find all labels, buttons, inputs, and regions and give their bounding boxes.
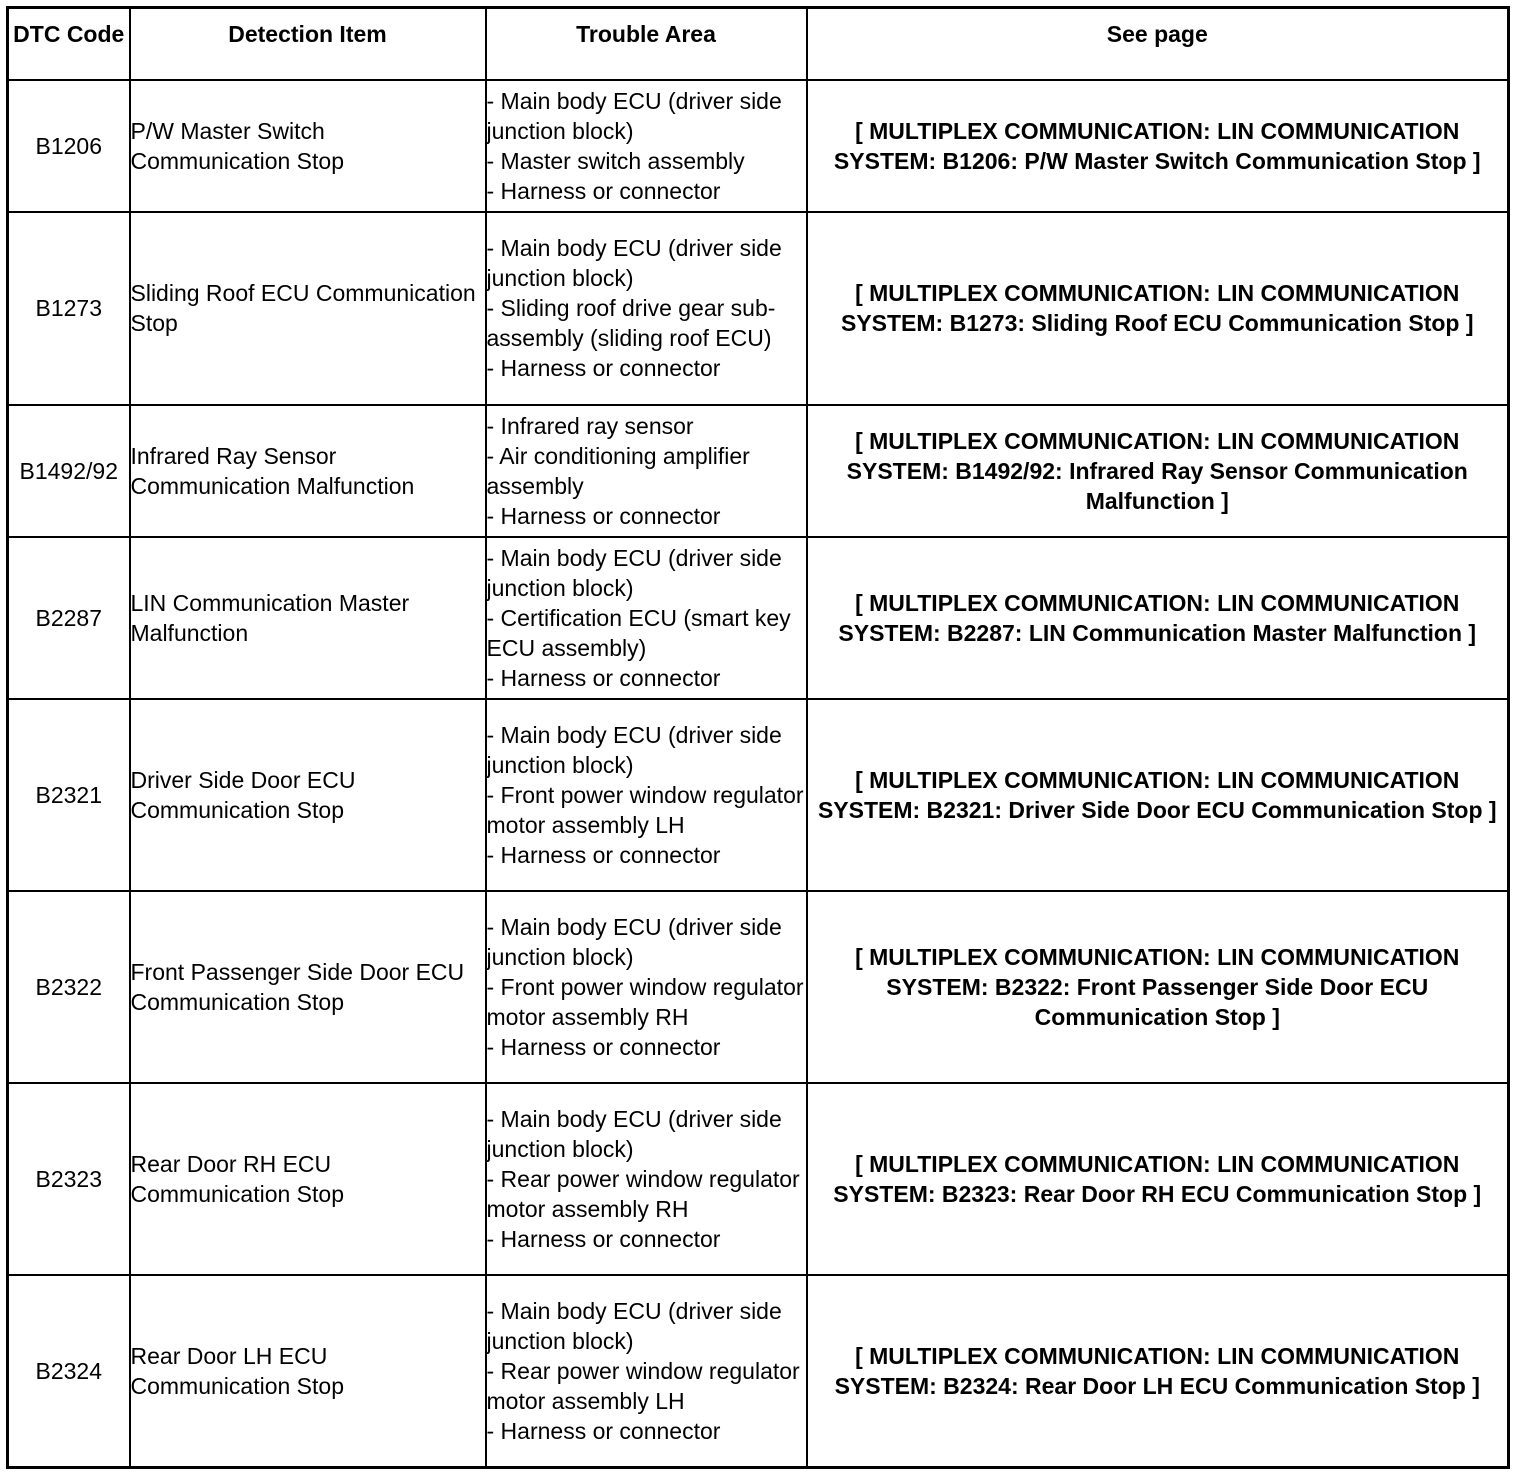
dtc-table bbox=[6, 6, 1510, 1469]
dtc-code-cell: B2287 bbox=[8, 537, 130, 699]
trouble-area-cell bbox=[486, 891, 807, 1083]
table-row bbox=[8, 405, 1509, 537]
trouble-area-item: - Harness or connector bbox=[486, 841, 721, 868]
trouble-area-item: - Certification ECU (smart key ECU assembly) bbox=[486, 604, 791, 661]
detection-item-cell: Sliding Roof ECU Communication Stop bbox=[130, 212, 486, 405]
dtc-code-cell: B1273 bbox=[8, 212, 130, 405]
dtc-code-cell: B2324 bbox=[8, 1275, 130, 1468]
dtc-code-cell: B1492/92 bbox=[8, 405, 130, 537]
trouble-area-item: - Main body ECU (driver side junction block) bbox=[486, 913, 782, 970]
see-page-link[interactable]: [ MULTIPLEX COMMUNICATION: LIN COMMUNICATION SYSTEM: B1206: P/W Master Switch Communication Stop ] bbox=[807, 80, 1509, 212]
trouble-area-item: - Front power window regulator motor assembly RH bbox=[486, 973, 804, 1030]
trouble-area-item: - Rear power window regulator motor assembly LH bbox=[486, 1357, 800, 1414]
header-detection-item: Detection Item bbox=[130, 8, 486, 80]
table-row bbox=[8, 537, 1509, 699]
trouble-area-item: - Main body ECU (driver side junction block) bbox=[486, 721, 782, 778]
trouble-area-cell bbox=[486, 699, 807, 891]
table-row bbox=[8, 80, 1509, 212]
trouble-area-item: - Harness or connector bbox=[486, 177, 721, 204]
see-page-link[interactable]: [ MULTIPLEX COMMUNICATION: LIN COMMUNICATION SYSTEM: B2321: Driver Side Door ECU Communication Stop ] bbox=[807, 699, 1509, 891]
detection-item-cell: Driver Side Door ECU Communication Stop bbox=[130, 699, 486, 891]
trouble-area-item: - Harness or connector bbox=[486, 502, 721, 529]
trouble-area-cell bbox=[486, 80, 807, 212]
dtc-code-cell: B2322 bbox=[8, 891, 130, 1083]
table-row bbox=[8, 1083, 1509, 1275]
see-page-link[interactable]: [ MULTIPLEX COMMUNICATION: LIN COMMUNICATION SYSTEM: B2324: Rear Door LH ECU Communication Stop ] bbox=[807, 1275, 1509, 1468]
trouble-area-cell bbox=[486, 405, 807, 537]
trouble-area-item: - Front power window regulator motor assembly LH bbox=[486, 781, 804, 838]
trouble-area-item: - Infrared ray sensor bbox=[486, 412, 694, 439]
header-see-page: See page bbox=[807, 8, 1509, 80]
detection-item-cell: Rear Door RH ECU Communication Stop bbox=[130, 1083, 486, 1275]
header-dtc-code: DTC Code bbox=[8, 8, 130, 80]
trouble-area-item: - Harness or connector bbox=[486, 1417, 721, 1444]
dtc-code-cell: B2323 bbox=[8, 1083, 130, 1275]
table-row bbox=[8, 699, 1509, 891]
trouble-area-item: - Harness or connector bbox=[486, 1033, 721, 1060]
trouble-area-item: - Sliding roof drive gear sub-assembly (sliding roof ECU) bbox=[486, 295, 776, 351]
dtc-code-cell: B1206 bbox=[8, 80, 130, 212]
trouble-area-item: - Main body ECU (driver side junction block) bbox=[486, 544, 782, 601]
see-page-link[interactable]: [ MULTIPLEX COMMUNICATION: LIN COMMUNICATION SYSTEM: B2287: LIN Communication Master Malfunction ] bbox=[807, 537, 1509, 699]
see-page-link[interactable]: [ MULTIPLEX COMMUNICATION: LIN COMMUNICATION SYSTEM: B2323: Rear Door RH ECU Communication Stop ] bbox=[807, 1083, 1509, 1275]
dtc-code-cell: B2321 bbox=[8, 699, 130, 891]
trouble-area-item: - Main body ECU (driver side junction block) bbox=[486, 1105, 782, 1162]
see-page-link[interactable]: [ MULTIPLEX COMMUNICATION: LIN COMMUNICATION SYSTEM: B1273: Sliding Roof ECU Communication Stop ] bbox=[807, 212, 1509, 405]
trouble-area-item: - Master switch assembly bbox=[486, 147, 745, 174]
trouble-area-cell bbox=[486, 537, 807, 699]
trouble-area-item: - Rear power window regulator motor assembly RH bbox=[486, 1165, 800, 1222]
see-page-link[interactable]: [ MULTIPLEX COMMUNICATION: LIN COMMUNICATION SYSTEM: B2322: Front Passenger Side Door ECU Communication Stop ] bbox=[807, 891, 1509, 1083]
trouble-area-cell bbox=[486, 1275, 807, 1468]
trouble-area-item: - Harness or connector bbox=[486, 664, 721, 691]
detection-item-cell: P/W Master Switch Communication Stop bbox=[130, 80, 486, 212]
trouble-area-cell bbox=[486, 1083, 807, 1275]
trouble-area-item: - Main body ECU (driver side junction block) bbox=[486, 235, 782, 291]
table-row bbox=[8, 1275, 1509, 1468]
detection-item-cell: LIN Communication Master Malfunction bbox=[130, 537, 486, 699]
trouble-area-item: - Harness or connector bbox=[486, 355, 721, 381]
trouble-area-item: - Main body ECU (driver side junction block) bbox=[486, 87, 782, 144]
trouble-area-cell bbox=[486, 212, 807, 405]
trouble-area-item: - Harness or connector bbox=[486, 1225, 721, 1252]
table-body bbox=[8, 80, 1509, 1468]
table-row bbox=[8, 212, 1509, 405]
detection-item-cell: Infrared Ray Sensor Communication Malfunction bbox=[130, 405, 486, 537]
detection-item-cell: Front Passenger Side Door ECU Communication Stop bbox=[130, 891, 486, 1083]
header-trouble-area: Trouble Area bbox=[486, 8, 807, 80]
detection-item-cell: Rear Door LH ECU Communication Stop bbox=[130, 1275, 486, 1468]
trouble-area-item: - Main body ECU (driver side junction block) bbox=[486, 1297, 782, 1354]
header-row bbox=[8, 8, 1509, 80]
trouble-area-item: - Air conditioning amplifier assembly bbox=[486, 442, 750, 499]
see-page-link[interactable]: [ MULTIPLEX COMMUNICATION: LIN COMMUNICATION SYSTEM: B1492/92: Infrared Ray Sensor Communication Malfunction ] bbox=[807, 405, 1509, 537]
table-row bbox=[8, 891, 1509, 1083]
